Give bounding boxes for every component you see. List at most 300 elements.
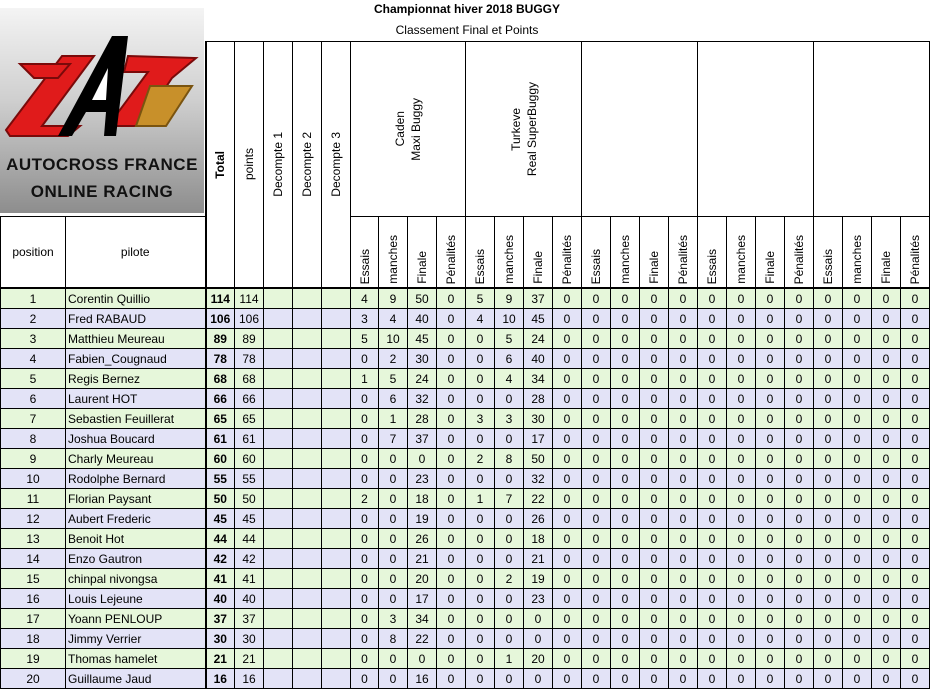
points-cell: 114	[235, 288, 264, 309]
sub-manches: manches	[379, 217, 408, 289]
score-cell: 37	[408, 429, 437, 449]
score-cell: 0	[669, 529, 698, 549]
score-cell: 0	[843, 409, 872, 429]
total-cell: 114	[206, 288, 235, 309]
decompte-1-cell	[264, 309, 293, 329]
score-cell: 0	[437, 569, 466, 589]
score-cell: 0	[640, 489, 669, 509]
score-cell: 0	[437, 609, 466, 629]
score-cell: 4	[379, 309, 408, 329]
score-cell: 0	[553, 429, 582, 449]
score-cell: 0	[756, 309, 785, 329]
score-cell: 0	[351, 349, 379, 369]
score-cell: 0	[640, 629, 669, 649]
total-cell: 89	[206, 329, 235, 349]
score-cell: 0	[814, 489, 843, 509]
position-cell: 3	[1, 329, 66, 349]
decompte-2-cell	[293, 569, 322, 589]
score-cell: 0	[785, 369, 814, 389]
total-cell: 41	[206, 569, 235, 589]
score-cell: 0	[640, 349, 669, 369]
score-cell: 0	[872, 549, 901, 569]
decompte-1-cell	[264, 569, 293, 589]
score-cell: 3	[495, 409, 524, 429]
score-cell: 45	[408, 329, 437, 349]
score-cell: 17	[524, 429, 553, 449]
score-cell: 20	[524, 649, 553, 669]
score-cell: 0	[756, 389, 785, 409]
score-cell: 0	[611, 509, 640, 529]
score-cell: 0	[872, 288, 901, 309]
score-cell: 0	[785, 569, 814, 589]
championship-subtitle: Classement Final et Points	[395, 23, 539, 37]
score-cell: 0	[640, 369, 669, 389]
sub-essais: Essais	[814, 217, 843, 289]
score-cell: 0	[611, 349, 640, 369]
score-cell: 0	[872, 329, 901, 349]
score-cell: 0	[669, 369, 698, 389]
table-row	[1, 489, 930, 509]
decompte-1-cell	[264, 469, 293, 489]
track-header-2: Turkeve Real SuperBuggy	[466, 42, 582, 217]
score-cell: 5	[466, 288, 495, 309]
score-cell: 0	[466, 389, 495, 409]
score-cell: 0	[843, 629, 872, 649]
score-cell: 0	[698, 649, 727, 669]
score-cell: 0	[553, 669, 582, 689]
score-cell: 0	[843, 469, 872, 489]
score-cell: 26	[408, 529, 437, 549]
position-cell: 9	[1, 449, 66, 469]
decompte-2-cell	[293, 309, 322, 329]
decompte-2-cell	[293, 509, 322, 529]
score-cell: 0	[814, 288, 843, 309]
decompte-1-cell	[264, 509, 293, 529]
decompte-1-cell	[264, 409, 293, 429]
score-cell: 0	[553, 409, 582, 429]
score-cell: 0	[698, 449, 727, 469]
decompte-3-cell	[322, 509, 351, 529]
total-cell: 78	[206, 349, 235, 369]
score-cell: 0	[785, 449, 814, 469]
position-cell: 10	[1, 469, 66, 489]
score-cell: 0	[785, 429, 814, 449]
header-position: position	[1, 217, 66, 289]
score-cell: 0	[698, 409, 727, 429]
score-cell: 0	[611, 469, 640, 489]
score-cell: 0	[351, 469, 379, 489]
score-cell: 0	[582, 469, 611, 489]
score-cell: 0	[872, 349, 901, 369]
decompte-3-cell	[322, 409, 351, 429]
score-cell: 0	[611, 629, 640, 649]
decompte-1-cell	[264, 649, 293, 669]
position-cell: 7	[1, 409, 66, 429]
score-cell: 4	[466, 309, 495, 329]
score-cell: 0	[843, 288, 872, 309]
score-cell: 0	[785, 609, 814, 629]
points-cell: 41	[235, 569, 264, 589]
points-cell: 40	[235, 589, 264, 609]
score-cell: 0	[582, 509, 611, 529]
points-cell: 55	[235, 469, 264, 489]
decompte-3-cell	[322, 369, 351, 389]
score-cell: 0	[901, 549, 930, 569]
score-cell: 0	[872, 309, 901, 329]
score-cell: 19	[524, 569, 553, 589]
score-cell: 0	[843, 489, 872, 509]
score-cell: 0	[351, 449, 379, 469]
score-cell: 0	[872, 629, 901, 649]
score-cell: 37	[524, 288, 553, 309]
score-cell: 0	[553, 589, 582, 609]
score-cell: 0	[814, 429, 843, 449]
score-cell: 0	[669, 429, 698, 449]
score-cell: 0	[727, 549, 756, 569]
total-cell: 40	[206, 589, 235, 609]
score-cell: 0	[756, 569, 785, 589]
score-cell: 0	[611, 409, 640, 429]
score-cell: 0	[901, 469, 930, 489]
pilot-name-cell: Sebastien Feuillerat	[66, 409, 206, 429]
score-cell: 0	[727, 589, 756, 609]
score-cell: 26	[524, 509, 553, 529]
position-cell: 19	[1, 649, 66, 669]
decompte-1-cell	[264, 449, 293, 469]
points-cell: 106	[235, 309, 264, 329]
position-cell: 12	[1, 509, 66, 529]
score-cell: 0	[843, 669, 872, 689]
score-cell: 0	[640, 529, 669, 549]
score-cell: 19	[408, 509, 437, 529]
points-cell: 30	[235, 629, 264, 649]
logo-spacer	[1, 42, 206, 217]
score-cell: 0	[756, 288, 785, 309]
decompte-3-cell	[322, 669, 351, 689]
track-header-3	[582, 42, 698, 217]
score-cell: 0	[756, 609, 785, 629]
sub-manches: manches	[843, 217, 872, 289]
score-cell: 45	[524, 309, 553, 329]
score-cell: 0	[553, 569, 582, 589]
decompte-2-cell	[293, 349, 322, 369]
score-cell: 0	[843, 529, 872, 549]
table-row	[1, 409, 930, 429]
score-cell: 30	[408, 349, 437, 369]
decompte-2-cell	[293, 629, 322, 649]
table-row	[1, 369, 930, 389]
decompte-2-cell	[293, 389, 322, 409]
track-header-5	[814, 42, 930, 217]
decompte-3-cell	[322, 569, 351, 589]
score-cell: 0	[640, 509, 669, 529]
score-cell: 0	[669, 589, 698, 609]
sub-penalites: Pénalités	[901, 217, 930, 289]
points-cell: 66	[235, 389, 264, 409]
score-cell: 0	[785, 649, 814, 669]
score-cell: 0	[814, 369, 843, 389]
decompte-3-cell	[322, 329, 351, 349]
score-cell: 0	[351, 589, 379, 609]
sub-manches: manches	[727, 217, 756, 289]
score-cell: 0	[872, 669, 901, 689]
score-cell: 0	[814, 329, 843, 349]
score-cell: 0	[495, 469, 524, 489]
score-cell: 3	[466, 409, 495, 429]
score-cell: 0	[466, 469, 495, 489]
decompte-1-cell	[264, 609, 293, 629]
score-cell: 0	[437, 309, 466, 329]
score-cell: 0	[669, 609, 698, 629]
score-cell: 0	[901, 489, 930, 509]
score-cell: 0	[524, 629, 553, 649]
score-cell: 0	[640, 389, 669, 409]
decompte-3-cell	[322, 549, 351, 569]
score-cell: 0	[553, 529, 582, 549]
logo-line-2: ONLINE RACING	[30, 182, 174, 201]
score-cell: 0	[669, 469, 698, 489]
score-cell: 0	[379, 549, 408, 569]
score-cell: 0	[553, 649, 582, 669]
score-cell: 23	[524, 589, 553, 609]
score-cell: 0	[466, 569, 495, 589]
pilot-name-cell: Louis Lejeune	[66, 589, 206, 609]
decompte-1-cell	[264, 288, 293, 309]
total-cell: 45	[206, 509, 235, 529]
table-row	[1, 609, 930, 629]
score-cell: 0	[756, 669, 785, 689]
score-cell: 0	[379, 469, 408, 489]
score-cell: 0	[611, 329, 640, 349]
sub-essais: Essais	[582, 217, 611, 289]
score-cell: 0	[466, 369, 495, 389]
score-cell: 0	[698, 529, 727, 549]
score-cell: 0	[814, 549, 843, 569]
pilot-name-cell: Guillaume Jaud	[66, 669, 206, 689]
score-cell: 18	[408, 489, 437, 509]
score-cell: 0	[640, 649, 669, 669]
table-row	[1, 329, 930, 349]
sub-finale: Finale	[756, 217, 785, 289]
score-cell: 0	[582, 489, 611, 509]
decompte-2-cell	[293, 449, 322, 469]
score-cell: 0	[495, 609, 524, 629]
score-cell: 50	[524, 449, 553, 469]
score-cell: 0	[553, 489, 582, 509]
score-cell: 0	[437, 549, 466, 569]
pilot-name-cell: Corentin Quillio	[66, 288, 206, 309]
score-cell: 0	[582, 589, 611, 609]
score-cell: 0	[872, 649, 901, 669]
score-cell: 0	[611, 589, 640, 609]
position-cell: 2	[1, 309, 66, 329]
table-row	[1, 449, 930, 469]
score-cell: 0	[785, 669, 814, 689]
decompte-2-cell	[293, 329, 322, 349]
score-cell: 0	[814, 469, 843, 489]
score-cell: 0	[524, 669, 553, 689]
score-cell: 0	[669, 409, 698, 429]
score-cell: 10	[379, 329, 408, 349]
table-row	[1, 529, 930, 549]
score-cell: 0	[698, 329, 727, 349]
standings-table	[0, 41, 930, 689]
table-row	[1, 589, 930, 609]
score-cell: 0	[901, 529, 930, 549]
score-cell: 0	[669, 509, 698, 529]
score-cell: 0	[611, 369, 640, 389]
decompte-3-cell	[322, 489, 351, 509]
pilot-name-cell: Matthieu Meureau	[66, 329, 206, 349]
score-cell: 40	[524, 349, 553, 369]
score-cell: 0	[785, 489, 814, 509]
score-cell: 0	[437, 449, 466, 469]
table-row	[1, 669, 930, 689]
score-cell: 0	[437, 469, 466, 489]
score-cell: 0	[669, 389, 698, 409]
score-cell: 0	[727, 509, 756, 529]
score-cell: 0	[669, 349, 698, 369]
score-cell: 0	[611, 489, 640, 509]
score-cell: 0	[872, 529, 901, 549]
total-cell: 16	[206, 669, 235, 689]
score-cell: 0	[698, 629, 727, 649]
score-cell: 0	[814, 309, 843, 329]
score-cell: 0	[553, 288, 582, 309]
score-cell: 0	[814, 409, 843, 429]
pilot-name-cell: Joshua Boucard	[66, 429, 206, 449]
decompte-3-cell	[322, 629, 351, 649]
pilot-name-cell: Benoit Hot	[66, 529, 206, 549]
score-cell: 0	[785, 409, 814, 429]
score-cell: 0	[814, 629, 843, 649]
score-cell: 0	[872, 609, 901, 629]
score-cell: 0	[379, 529, 408, 549]
score-cell: 0	[553, 629, 582, 649]
table-row	[1, 509, 930, 529]
decompte-1-cell	[264, 549, 293, 569]
position-cell: 16	[1, 589, 66, 609]
score-cell: 0	[669, 288, 698, 309]
decompte-3-cell	[322, 429, 351, 449]
score-cell: 0	[872, 489, 901, 509]
score-cell: 0	[727, 489, 756, 509]
decompte-1-cell	[264, 529, 293, 549]
total-cell: 66	[206, 389, 235, 409]
points-cell: 68	[235, 369, 264, 389]
points-cell: 42	[235, 549, 264, 569]
sub-penalites: Pénalités	[669, 217, 698, 289]
score-cell: 0	[872, 569, 901, 589]
score-cell: 0	[582, 329, 611, 349]
score-cell: 0	[669, 489, 698, 509]
score-cell: 0	[669, 329, 698, 349]
points-cell: 65	[235, 409, 264, 429]
score-cell: 0	[640, 549, 669, 569]
score-cell: 0	[495, 549, 524, 569]
position-cell: 20	[1, 669, 66, 689]
pilot-name-cell: Enzo Gautron	[66, 549, 206, 569]
position-cell: 8	[1, 429, 66, 449]
points-cell: 78	[235, 349, 264, 369]
score-cell: 8	[495, 449, 524, 469]
sub-essais: Essais	[351, 217, 379, 289]
decompte-1-cell	[264, 589, 293, 609]
sub-penalites: Pénalités	[785, 217, 814, 289]
score-cell: 0	[872, 469, 901, 489]
score-cell: 9	[379, 288, 408, 309]
decompte-3-cell	[322, 389, 351, 409]
score-cell: 0	[437, 509, 466, 529]
score-cell: 0	[495, 589, 524, 609]
score-cell: 0	[727, 649, 756, 669]
score-cell: 0	[756, 509, 785, 529]
score-cell: 28	[524, 389, 553, 409]
score-cell: 0	[669, 629, 698, 649]
score-cell: 0	[843, 349, 872, 369]
decompte-3-cell	[322, 609, 351, 629]
score-cell: 0	[582, 629, 611, 649]
decompte-3-cell	[322, 309, 351, 329]
score-cell: 20	[408, 569, 437, 589]
score-cell: 0	[785, 589, 814, 609]
sub-essais: Essais	[466, 217, 495, 289]
pilot-name-cell: chinpal nivongsa	[66, 569, 206, 589]
score-cell: 2	[379, 349, 408, 369]
total-cell: 60	[206, 449, 235, 469]
score-cell: 0	[582, 609, 611, 629]
score-cell: 0	[756, 649, 785, 669]
score-cell: 0	[872, 389, 901, 409]
decompte-3-cell	[322, 449, 351, 469]
score-cell: 0	[901, 429, 930, 449]
score-cell: 0	[582, 449, 611, 469]
score-cell: 0	[814, 349, 843, 369]
sub-manches: manches	[611, 217, 640, 289]
score-cell: 4	[495, 369, 524, 389]
points-cell: 60	[235, 449, 264, 469]
table-row	[1, 649, 930, 669]
score-cell: 0	[698, 669, 727, 689]
score-cell: 0	[901, 409, 930, 429]
header-points: points	[235, 42, 264, 289]
score-cell: 0	[698, 489, 727, 509]
score-cell: 0	[814, 589, 843, 609]
score-cell: 7	[495, 489, 524, 509]
score-cell: 0	[351, 549, 379, 569]
score-cell: 0	[698, 309, 727, 329]
score-cell: 0	[466, 329, 495, 349]
score-cell: 0	[408, 649, 437, 669]
score-cell: 7	[379, 429, 408, 449]
score-cell: 0	[698, 589, 727, 609]
score-cell: 0	[466, 509, 495, 529]
score-cell: 32	[408, 389, 437, 409]
score-cell: 0	[756, 369, 785, 389]
score-cell: 0	[466, 609, 495, 629]
score-cell: 0	[785, 329, 814, 349]
score-cell: 1	[466, 489, 495, 509]
score-cell: 0	[640, 309, 669, 329]
score-cell: 0	[379, 489, 408, 509]
table-row	[1, 629, 930, 649]
score-cell: 0	[843, 569, 872, 589]
sub-finale: Finale	[408, 217, 437, 289]
logo-line-1: AUTOCROSS FRANCE	[6, 155, 198, 174]
score-cell: 0	[553, 469, 582, 489]
track-header-1: Caden Maxi Buggy	[351, 42, 466, 217]
score-cell: 0	[727, 609, 756, 629]
